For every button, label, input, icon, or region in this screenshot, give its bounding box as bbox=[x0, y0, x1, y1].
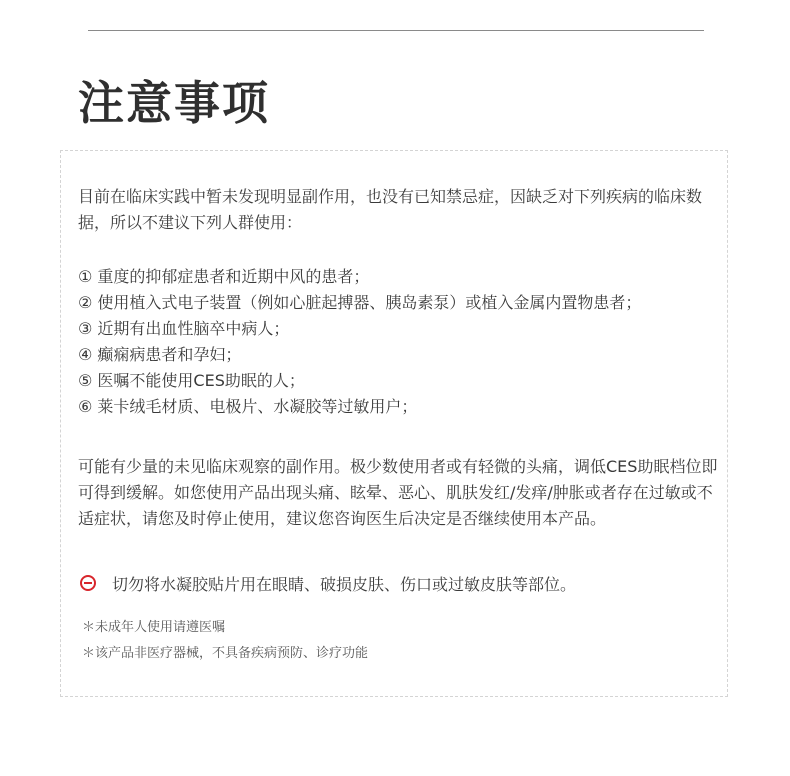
top-divider bbox=[88, 30, 704, 31]
page-title: 注意事项 bbox=[78, 76, 270, 130]
footnote-minors: ＊未成年人使用请遵医嘱 bbox=[82, 620, 226, 635]
warning-text: 切勿将水凝胶贴片用在眼睛、破损皮肤、伤口或过敏皮肤等部位。 bbox=[112, 574, 577, 594]
list-item: ④ 癫痫病患者和孕妇； bbox=[78, 345, 242, 364]
intro-paragraph: 目前在临床实践中暂未发现明显副作用，也没有已知禁忌症，因缺乏对下列疾病的临床数据，所以不建议下列人群使用： bbox=[78, 187, 703, 232]
side-effects-paragraph: 可能有少量的未见临床观察的副作用。极少数使用者或有轻微的头痛，调低CES助眠档位即可得到缓解。如您使用产品出现头痛、眩晕、恶心、肌肤发红/发痒/肿胀或者存在过敏或不适症状，请您及时停止使用，建议您咨询医生后决定是否继续使用本产品。 bbox=[78, 457, 718, 528]
warning-row bbox=[78, 570, 576, 596]
list-item: ② 使用植入式电子装置（例如心脏起搏器、胰岛素泵）或植入金属内置物患者； bbox=[78, 293, 642, 312]
list-item: ① 重度的抑郁症患者和近期中风的患者； bbox=[78, 267, 370, 286]
list-item: ⑤ 医嘱不能使用CES助眠的人； bbox=[78, 371, 305, 390]
list-item: ③ 近期有出血性脑卒中病人； bbox=[78, 319, 290, 338]
restricted-groups-list bbox=[78, 264, 718, 420]
list-item: ⑥ 莱卡绒毛材质、电极片、水凝胶等过敏用户； bbox=[78, 397, 418, 416]
prohibit-icon bbox=[80, 575, 96, 591]
footnote-not-medical-device: ＊该产品非医疗器械，不具备疾病预防、诊疗功能 bbox=[82, 646, 369, 661]
